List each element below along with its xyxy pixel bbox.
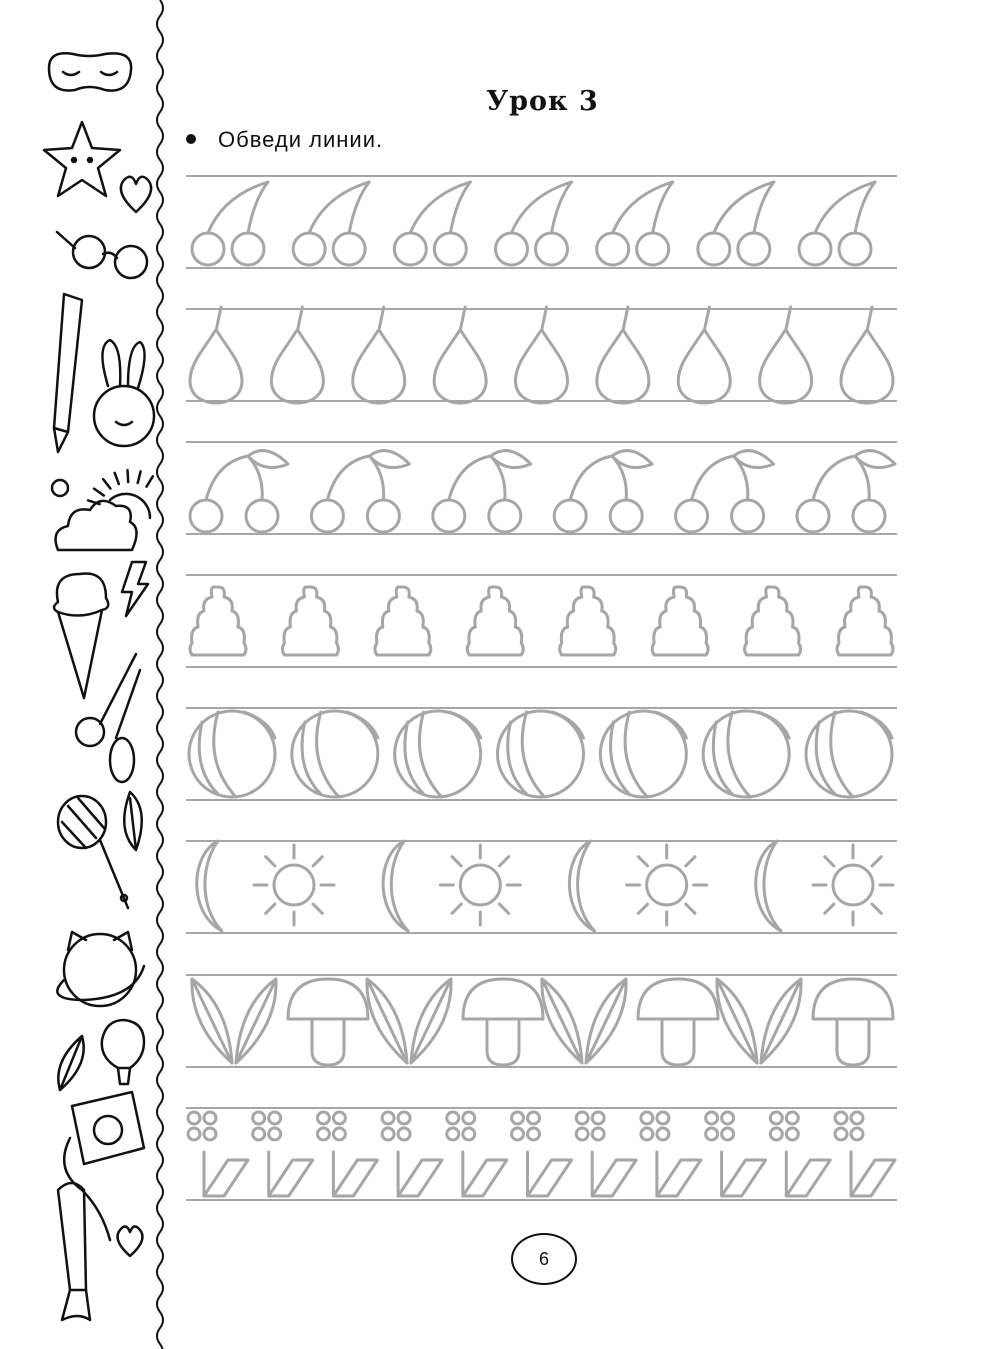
cherry-pair-figure <box>799 182 875 265</box>
tracing-row-cherry-pairs <box>186 176 897 268</box>
tracing-row-leaves-and-mushrooms <box>186 975 897 1067</box>
ball-figure <box>292 711 378 797</box>
leaf-mushroom-figure <box>367 979 543 1065</box>
cherry-leaf-figure <box>190 451 288 532</box>
pear-figure <box>353 307 405 403</box>
pyramid-figure <box>375 587 431 655</box>
pear-figure <box>841 307 893 403</box>
moon-sun-figure <box>756 841 893 931</box>
dots-slant-figure <box>835 1112 895 1196</box>
pyramid-figure <box>652 587 708 655</box>
pear-figure <box>597 307 649 403</box>
moon-sun-figure <box>569 841 706 931</box>
cherry-leaf-figure <box>311 451 409 532</box>
pyramid-figure <box>282 587 338 655</box>
pyramid-figure <box>745 587 801 655</box>
cherry-pair-figure <box>192 182 268 265</box>
cherry-leaf-figure <box>554 451 652 532</box>
leaf-mushroom-figure <box>717 979 893 1065</box>
cherry-pair-figure <box>698 182 774 265</box>
ball-figure <box>395 711 481 797</box>
pyramid-figure <box>837 587 893 655</box>
lesson-title: Урок 3 <box>486 86 599 117</box>
tracing-row-pyramids <box>186 575 897 667</box>
ball-figure <box>600 711 686 797</box>
cherry-leaf-figure <box>676 451 774 532</box>
tracing-row-moon-and-sun <box>186 841 897 933</box>
cherry-pair-figure <box>293 182 369 265</box>
cherry-pair-figure <box>394 182 470 265</box>
leaf-mushroom-figure <box>192 979 368 1065</box>
dots-slant-figure <box>382 1112 442 1196</box>
ball-figure <box>189 711 275 797</box>
pear-figure <box>434 307 486 403</box>
dots-slant-figure <box>706 1112 766 1196</box>
tracing-row-balls <box>186 708 897 800</box>
pear-figure <box>271 307 323 403</box>
pear-figure <box>760 307 812 403</box>
instruction-text: Обведи линии. <box>218 127 384 152</box>
pyramid-figure <box>560 587 616 655</box>
dots-slant-figure <box>641 1112 701 1196</box>
task-instruction <box>186 127 383 153</box>
moon-sun-figure <box>383 841 520 931</box>
bullet-icon <box>186 134 196 144</box>
leaf-mushroom-figure <box>542 979 718 1065</box>
page-number: 6 <box>511 1233 577 1285</box>
cherry-leaf-figure <box>797 451 895 532</box>
tracing-row-dots-and-slants <box>186 1108 897 1200</box>
tracing-row-pears <box>186 307 897 403</box>
pear-figure <box>516 307 568 403</box>
tracing-row-cherries-with-leaf <box>186 442 897 534</box>
moon-sun-figure <box>197 841 334 931</box>
dots-slant-figure <box>576 1112 636 1196</box>
cherry-pair-figure <box>597 182 673 265</box>
ball-figure <box>703 711 789 797</box>
dots-slant-figure <box>317 1112 377 1196</box>
cherry-leaf-figure <box>433 451 531 532</box>
dots-slant-figure <box>253 1112 313 1196</box>
ball-figure <box>806 711 892 797</box>
cherry-pair-figure <box>496 182 572 265</box>
pear-figure <box>678 307 730 403</box>
dots-slant-figure <box>188 1112 248 1196</box>
ball-figure <box>498 711 584 797</box>
dots-slant-figure <box>512 1112 572 1196</box>
pear-figure <box>190 307 242 403</box>
pyramid-figure <box>467 587 523 655</box>
dots-slant-figure <box>770 1112 830 1196</box>
dots-slant-figure <box>447 1112 507 1196</box>
pyramid-figure <box>190 587 246 655</box>
